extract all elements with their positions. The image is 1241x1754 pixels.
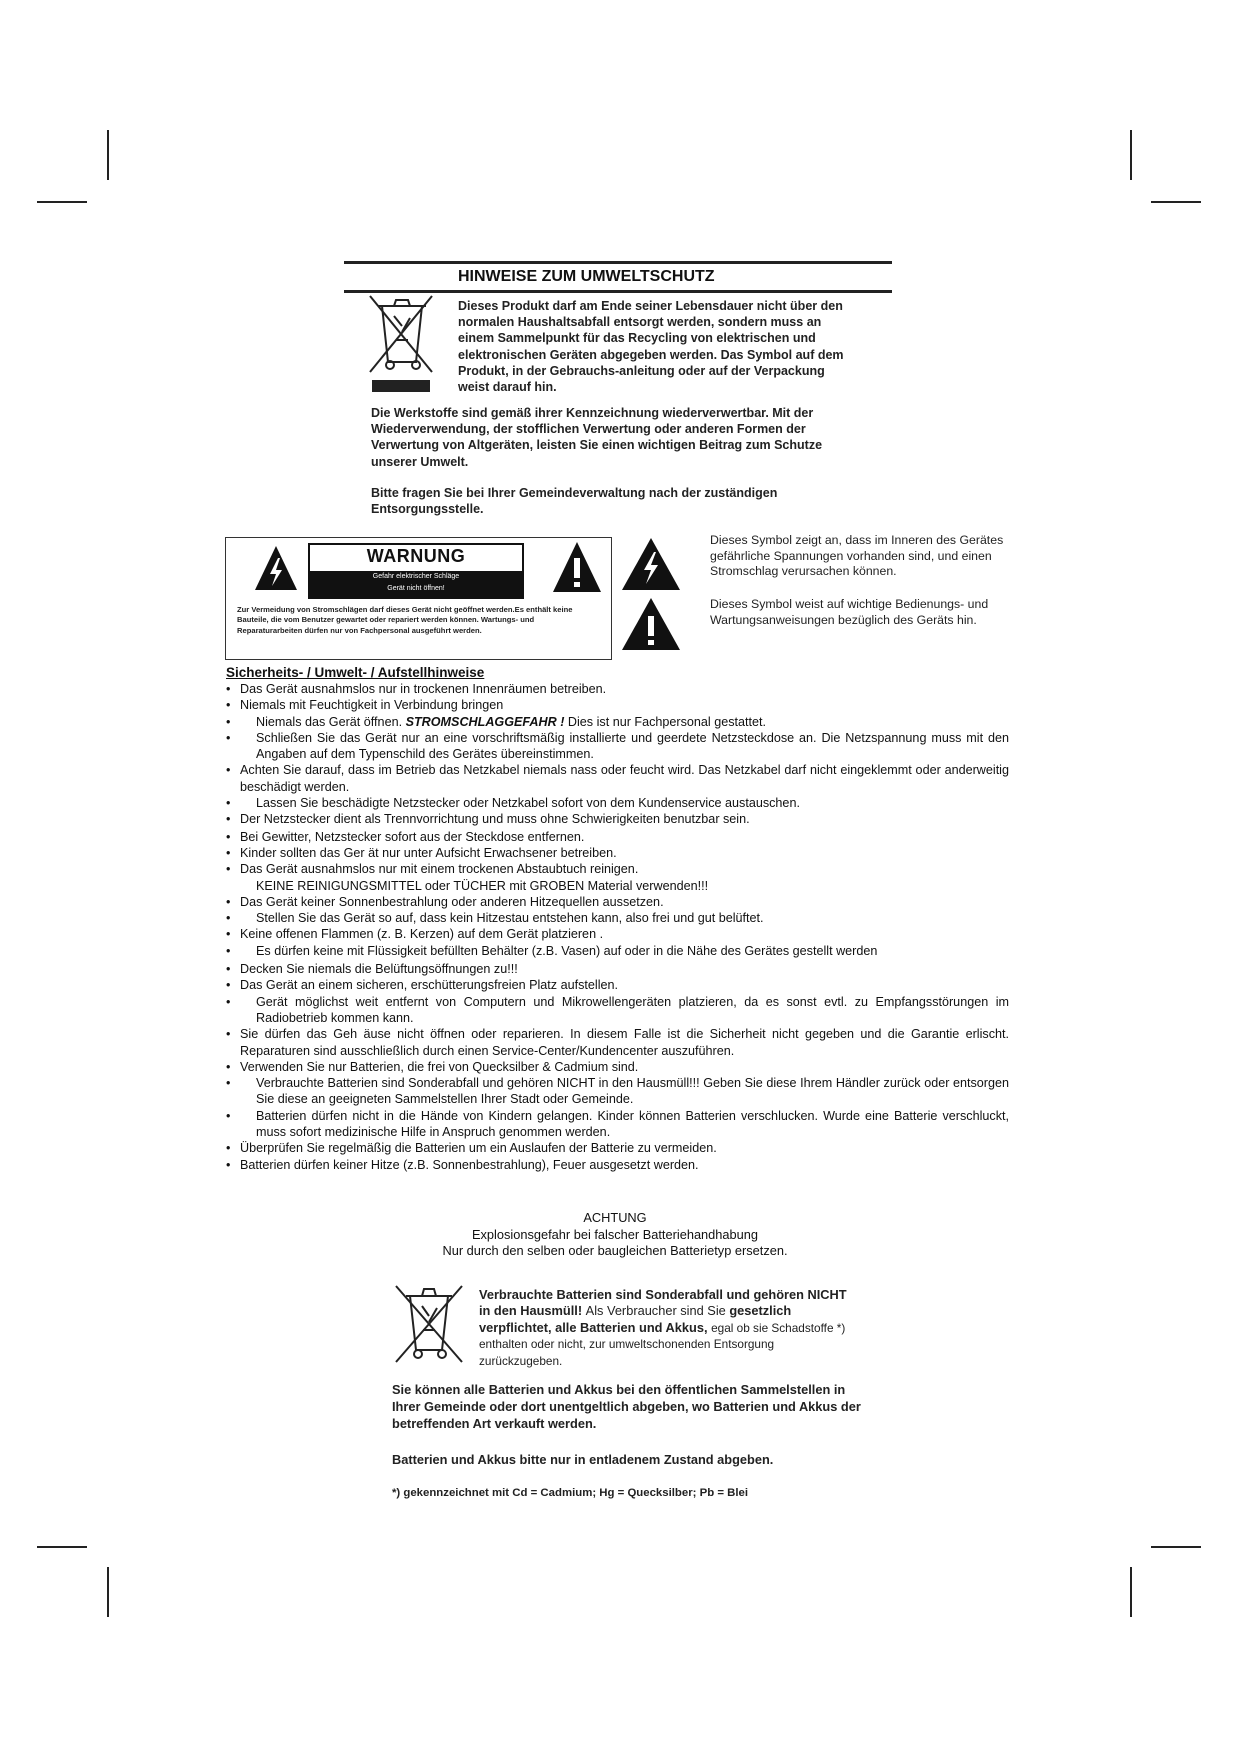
list-item: • Achten Sie darauf, dass im Betrieb das Netzkabel niemals nass oder feucht wird. Das Netzkabel darf nicht eingeklemmt oder anderweitig beschädigt werden. <box>226 763 1009 794</box>
safety-list <box>224 681 1009 1173</box>
high-voltage-icon <box>620 536 682 592</box>
caution-line2: Nur durch den selben oder baugleichen Batterietyp ersetzen. <box>442 1243 788 1258</box>
authority-notice: Bitte fragen Sie bei Ihrer Gemeindeverwaltung nach der zuständigen Entsorgungsstelle. <box>371 486 778 517</box>
exclamation-warning-icon <box>620 596 682 652</box>
battery-discharged-text: Batterien und Akkus bitte nur in entladenem Zustand abgeben. <box>392 1452 774 1467</box>
list-item: • Das Gerät ausnahmslos nur in trockenen Innenräumen betreiben. <box>226 682 607 696</box>
list-item: • Niemals mit Feuchtigkeit in Verbindung bringen <box>226 698 504 713</box>
warning-label-title: WARNUNG <box>366 546 466 566</box>
list-item: • Batterien dürfen nicht in die Hände von Kindern gelangen. Kinder können Batterien verschlucken. Wurde eine Batterie verschluckt, muss sofort medizinische Hilfe in Anspruch genommen werden. <box>226 1108 1009 1140</box>
crop-mark <box>107 1567 109 1617</box>
warning-band-line1: Gefahr elektrischer Schläge <box>372 573 460 580</box>
battery-heading-bold: Verbrauchte Batterien sind Sonderabfall und gehören NICHT in den Hausmüll! <box>479 1287 847 1319</box>
environment-title-text: HINWEISE ZUM UMWELTSCHUTZ <box>458 268 715 285</box>
list-item: • Schließen Sie das Gerät nur an eine vorschriftsmäßig installierte und geerdete Netzsteckdose an. Die Netzspannung muss mit den Angaben auf dem Typenschild des Gerätes übereinstimmen. <box>226 730 1009 762</box>
list-item: • Das Gerät an einem sicheren, erschütterungsfreien Platz aufstellen. <box>226 978 619 993</box>
list-item: • Batterien dürfen keiner Hitze (z.B. Sonnenbestrahlung), Feuer ausgesetzt werden. <box>226 1157 699 1172</box>
disposal-notice: Dieses Produkt darf am Ende seiner Lebensdauer nicht über den normalen Haushaltsabfall entsorgt werden, sondern muss an einem Sammelpunkt für das Recycling von elektrischen und elektronischen Geräten abgegeben werden. Das Symbol auf dem Produkt, in der Gebrauchs-anleitung oder auf der Verpackung weist darauf hin. <box>458 299 844 395</box>
battery-obligation-bold: gesetzlich verpflichtet, alle Batterien und Akkus, <box>479 1303 792 1335</box>
list-item: • Es dürfen keine mit Flüssigkeit befüllten Behälter (z.B. Vasen) auf oder in die Nähe des Gerätes gestellt werden <box>226 943 878 958</box>
list-item: • Bei Gewitter, Netzstecker sofort aus der Steckdose entfernen. <box>226 829 585 844</box>
info-symbol-description: Dieses Symbol weist auf wichtige Bedienungs- und Wartungsanweisungen bezüglich des Geräts hin. <box>710 597 989 627</box>
list-item: • Überprüfen Sie regelmäßig die Batterien um ein Auslaufen der Batterie zu vermeiden. <box>226 1141 717 1156</box>
list-item: • Das Gerät keiner Sonnenbestrahlung oder anderen Hitzequellen aussetzen. <box>226 894 664 909</box>
exclamation-warning-icon <box>551 540 603 596</box>
list-item: • Niemals das Gerät öffnen. STROMSCHLAGGEFAHR ! Dies ist nur Fachpersonal gestattet. <box>226 714 767 729</box>
crop-mark <box>1130 130 1132 180</box>
crop-mark <box>1130 1567 1132 1617</box>
list-item: • Das Gerät ausnahmslos nur mit einem trockenen Abstaubtuch reinigen. <box>226 862 639 877</box>
list-item: • Sie dürfen das Geh äuse nicht öffnen oder reparieren. In diesem Falle ist die Sicherheit nicht gegeben und die Garantie erlischt. Reparaturen sind ausschließlich durch einen Service-Center/Kundencenter auszuführen. <box>226 1027 1009 1058</box>
high-voltage-icon <box>253 544 299 594</box>
battery-heading-rest: Als Verbraucher sind Sie <box>585 1303 726 1319</box>
crop-mark <box>107 130 109 180</box>
caution-line1: Explosionsgefahr bei falscher Batteriehandhabung <box>472 1226 758 1242</box>
list-item: • Decken Sie niemals die Belüftungsöffnungen zu!!! <box>226 962 518 977</box>
list-item: • Stellen Sie das Gerät so auf, dass kein Hitzestau entstehen kann, also frei und gut belüftet. <box>226 911 764 926</box>
battery-notice <box>479 1287 859 1369</box>
list-item: • Verbrauchte Batterien sind Sonderabfall und gehören NICHT in den Hausmüll!!! Geben Sie diese Ihrem Händler zurück oder entsorgen Sie diese an geeigneten Sammelstellen Ihrer Stadt oder Gemeinde. <box>226 1076 1009 1107</box>
caution-title: ACHTUNG <box>583 1210 647 1225</box>
safety-title: Sicherheits- / Umwelt- / Aufstellhinweise <box>226 665 485 680</box>
list-item: • Keine offenen Flammen (z. B. Kerzen) auf dem Gerät platzieren . <box>226 927 604 942</box>
warning-label <box>308 543 524 599</box>
list-item: • Kinder sollten das Ger ät nur unter Aufsicht Erwachsener betreiben. <box>226 845 617 860</box>
list-item: • Lassen Sie beschädigte Netzstecker oder Netzkabel sofort von dem Kundenservice austauschen. <box>226 796 800 811</box>
crop-mark <box>1151 201 1201 203</box>
caution-block <box>380 1210 850 1260</box>
crop-mark <box>1151 1546 1201 1548</box>
environment-title <box>344 261 892 293</box>
list-item: • Gerät möglichst weit entfernt von Computern und Mikrowellengeräten platzieren, da es sonst evtl. zu Empfangsstörungen im Radiobetrieb kommen kann. <box>226 994 1009 1025</box>
crop-mark <box>37 1546 87 1548</box>
materials-notice: Die Werkstoffe sind gemäß ihrer Kennzeichnung wiederverwertbar. Mit der Wiederverwendung, der stofflichen Verwertung oder anderen Formen der Verwertung von Altgeräten, leisten Sie einen wichtigen Beitrag zum Schutze unserer Umwelt. <box>371 406 823 469</box>
crop-mark <box>37 201 87 203</box>
list-item-note: KEINE REINIGUNGSMITTEL oder TÜCHER mit GROBEN Material verwenden!!! <box>256 878 709 893</box>
voltage-symbol-description: Dieses Symbol zeigt an, dass im Inneren des Gerätes gefährliche Spannungen vorhanden sind, und einen Stromschlag verursachen können. <box>710 533 1004 578</box>
list-item: • Der Netzstecker dient als Trennvorrichtung und muss ohne Schwierigkeiten benutzbar sein. <box>226 812 750 827</box>
battery-obligation-rest: egal ob sie Schadstoffe *) enthalten oder nicht, zur umweltschonenden Entsorgung zurückzugeben. <box>479 1320 846 1368</box>
crossed-bin-icon <box>392 1280 466 1366</box>
warning-label-band <box>310 571 522 597</box>
list-item: • Verwenden Sie nur Batterien, die frei von Quecksilber & Cadmium sind. <box>226 1059 639 1074</box>
crossed-bin-icon <box>366 292 438 396</box>
warning-band-line2: Gerät nicht öffnen! <box>387 585 445 592</box>
warning-small-text: Zur Vermeidung von Stromschlägen darf dieses Gerät nicht geöffnet werden.Es enthält keine Bauteile, die vom Benutzer gewartet oder repariert werden können. Wartungs- und Reparaturarbeiten dürfen nur von Fachpersonal ausgeführt werden. <box>237 605 573 635</box>
battery-footnote: *) gekennzeichnet mit Cd = Cadmium; Hg = Quecksilber; Pb = Blei <box>392 1487 749 1499</box>
battery-collection-text: Sie können alle Batterien und Akkus bei den öffentlichen Sammelstellen in Ihrer Gemeinde oder dort unentgeltlich abgeben, wo Batterien und Akkus der betreffenden Art verkauft werden. <box>392 1382 861 1431</box>
